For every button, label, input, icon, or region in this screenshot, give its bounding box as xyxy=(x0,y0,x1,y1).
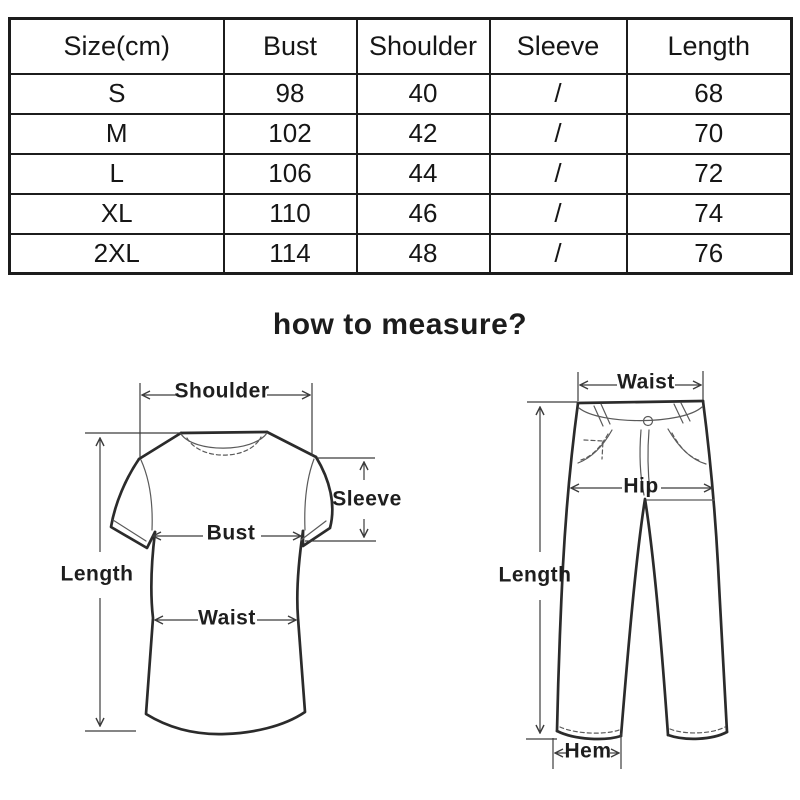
cell-shoulder: 40 xyxy=(357,74,490,114)
page-title: how to measure? xyxy=(272,308,528,341)
pants-hip-dimension xyxy=(571,475,712,498)
cell-bust: 102 xyxy=(224,114,357,154)
cell-sleeve: / xyxy=(490,194,627,234)
cell-length: 74 xyxy=(627,194,792,234)
pants-top-edge-path xyxy=(578,401,703,403)
pants-inseam-path xyxy=(621,499,668,736)
pants-drawing xyxy=(557,401,727,739)
pants-left-hem-dashed xyxy=(560,727,619,733)
cell-sleeve: / xyxy=(490,114,627,154)
tshirt-shoulder-dimension xyxy=(140,380,312,457)
shirt-waist-label: Waist xyxy=(198,606,256,630)
pants-waist-label: Waist xyxy=(617,370,675,394)
pants-right-pocket-dashed xyxy=(672,433,701,461)
cell-sleeve: / xyxy=(490,154,627,194)
cell-size: L xyxy=(10,154,224,194)
cell-shoulder: 48 xyxy=(357,234,490,274)
cell-bust: 114 xyxy=(224,234,357,274)
cell-bust: 110 xyxy=(224,194,357,234)
cell-length: 68 xyxy=(627,74,792,114)
cell-size: M xyxy=(10,114,224,154)
bust-label: Bust xyxy=(206,521,256,545)
pants-waist-dimension xyxy=(578,371,703,401)
shirt-length-label: Length xyxy=(60,562,134,586)
tshirt-waist-dimension xyxy=(155,607,296,630)
cell-shoulder: 44 xyxy=(357,154,490,194)
tshirt-length-dimension xyxy=(61,433,181,731)
sleeve-label: Sleeve xyxy=(332,487,402,511)
pants-left-pocket-dashed xyxy=(581,434,608,460)
tshirt-body-path xyxy=(146,531,305,734)
cell-sleeve: / xyxy=(490,74,627,114)
pants-right-beltloop xyxy=(674,403,690,423)
header-sleeve: Sleeve xyxy=(490,19,627,74)
cell-length: 76 xyxy=(627,234,792,274)
shoulder-label: Shoulder xyxy=(174,379,270,403)
cell-length: 70 xyxy=(627,114,792,154)
hip-label: Hip xyxy=(623,474,659,498)
pants-left-beltloop xyxy=(594,404,610,426)
tshirt-right-armhole-seam xyxy=(305,459,314,530)
cell-length: 72 xyxy=(627,154,792,194)
tshirt-sleeve-dimension xyxy=(305,458,402,541)
cell-bust: 106 xyxy=(224,154,357,194)
tshirt-left-sleeve-path xyxy=(111,459,155,548)
cell-size: 2XL xyxy=(10,234,224,274)
tshirt-left-shoulder-path xyxy=(139,433,181,459)
pants-right-pocket-seam xyxy=(668,429,706,464)
pants-right-hem-dashed xyxy=(670,727,725,733)
hem-label: Hem xyxy=(564,739,612,763)
cell-bust: 98 xyxy=(224,74,357,114)
tshirt-drawing xyxy=(111,432,332,734)
tshirt-bust-dimension xyxy=(153,522,301,545)
pants-length-label: Length xyxy=(498,563,572,587)
cell-shoulder: 46 xyxy=(357,194,490,234)
pants-coin-pocket-dashed xyxy=(584,440,603,459)
pants-right-outseam-path xyxy=(703,401,727,732)
tshirt-right-sleeve-path xyxy=(303,457,332,546)
cell-shoulder: 42 xyxy=(357,114,490,154)
header-length: Length xyxy=(627,19,792,74)
tshirt-right-shoulder-path xyxy=(267,432,316,457)
tshirt-neck-top-path xyxy=(181,432,267,433)
header-size: Size(cm) xyxy=(10,19,224,74)
tshirt-left-armhole-seam xyxy=(141,460,152,530)
tshirt-collar-dashed-seam xyxy=(187,437,261,455)
cell-size: S xyxy=(10,74,224,114)
cell-size: XL xyxy=(10,194,224,234)
header-bust: Bust xyxy=(224,19,357,74)
cell-sleeve: / xyxy=(490,234,627,274)
header-shoulder: Shoulder xyxy=(357,19,490,74)
pants-length-dimension xyxy=(499,402,578,739)
